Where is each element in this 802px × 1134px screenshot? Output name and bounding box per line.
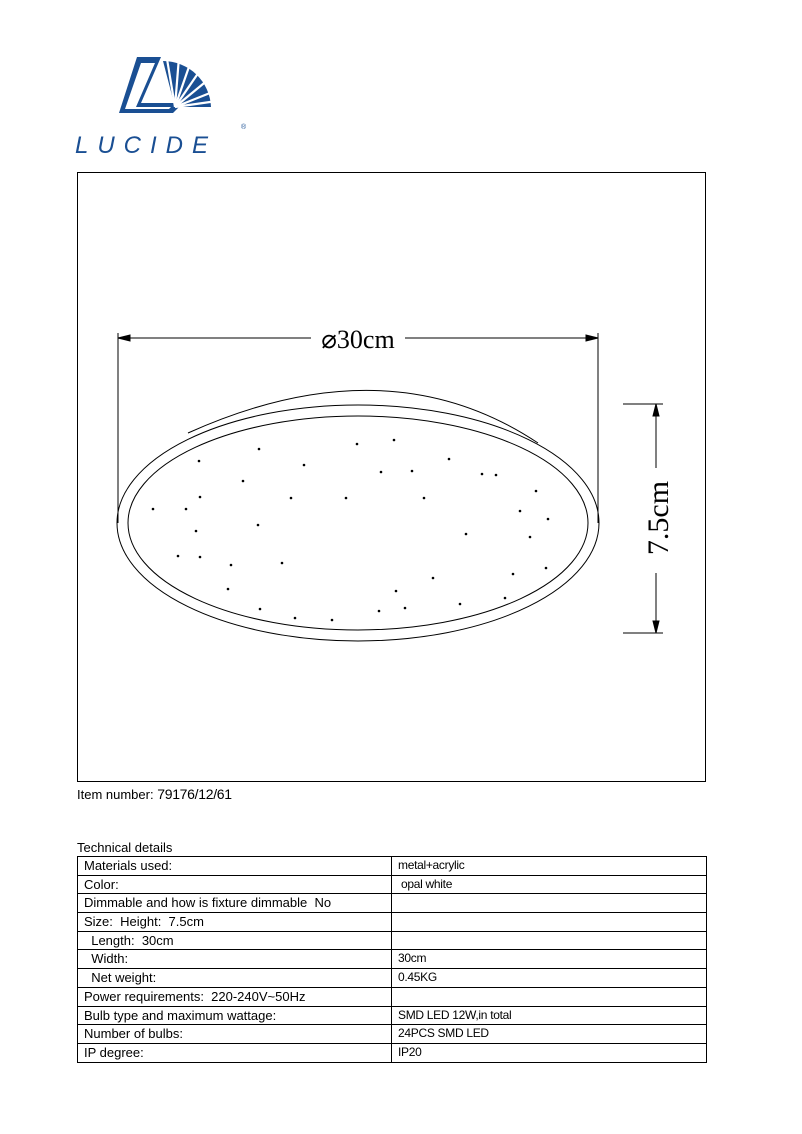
spec-value: 0.45KG xyxy=(392,969,707,988)
brand-wordmark: LUCIDE xyxy=(75,132,218,159)
product-drawing xyxy=(77,172,706,782)
table-row xyxy=(78,875,707,894)
inner-rim xyxy=(128,416,588,630)
led-dot xyxy=(230,564,233,567)
led-dot xyxy=(303,464,306,467)
spec-value: metal+acrylic xyxy=(392,857,707,876)
spec-value xyxy=(392,913,707,932)
led-dot xyxy=(432,577,435,580)
table-row xyxy=(78,913,707,932)
led-dot xyxy=(152,508,155,511)
led-dot xyxy=(259,608,262,611)
item-number xyxy=(77,786,232,802)
table-row xyxy=(78,950,707,969)
led-dot xyxy=(459,603,462,606)
table-row xyxy=(78,969,707,988)
spec-value: 24PCS SMD LED xyxy=(392,1025,707,1044)
spec-value: SMD LED 12W,in total xyxy=(392,1006,707,1025)
led-dot xyxy=(411,470,414,473)
led-dot xyxy=(481,473,484,476)
led-dot xyxy=(257,524,260,527)
led-dot xyxy=(404,607,407,610)
technical-details-title: Technical details xyxy=(77,840,173,855)
spec-label: Number of bulbs: xyxy=(78,1025,392,1044)
led-dot xyxy=(199,556,202,559)
led-dot xyxy=(512,573,515,576)
spec-label: Width: xyxy=(78,950,392,969)
led-dot xyxy=(380,471,383,474)
led-dot xyxy=(378,610,381,613)
led-dot xyxy=(519,510,522,513)
item-number-value: 79176/12/61 xyxy=(157,786,232,802)
spec-value xyxy=(392,987,707,1006)
led-dot xyxy=(495,474,498,477)
led-dot xyxy=(258,448,261,451)
led-dot xyxy=(281,562,284,565)
led-dot xyxy=(448,458,451,461)
spec-value xyxy=(392,931,707,950)
table-row xyxy=(78,1025,707,1044)
led-dot xyxy=(195,530,198,533)
led-dot xyxy=(529,536,532,539)
led-dot xyxy=(185,508,188,511)
spec-value: IP20 xyxy=(392,1043,707,1062)
led-dot xyxy=(423,497,426,500)
led-dot xyxy=(547,518,550,521)
height-label: 7.5cm xyxy=(642,480,675,556)
table-row xyxy=(78,857,707,876)
spec-value: 30cm xyxy=(392,950,707,969)
back-rim xyxy=(188,390,538,443)
led-dot xyxy=(227,588,230,591)
led-dot xyxy=(535,490,538,493)
led-dot xyxy=(331,619,334,622)
spec-label: Net weight: xyxy=(78,969,392,988)
led-dot xyxy=(345,497,348,500)
table-row xyxy=(78,931,707,950)
technical-details-table xyxy=(77,856,707,1063)
led-dot xyxy=(177,555,180,558)
led-dot xyxy=(198,460,201,463)
spec-label: Length: 30cm xyxy=(78,931,392,950)
led-dot xyxy=(545,567,548,570)
table-row xyxy=(78,1043,707,1062)
spec-label: Bulb type and maximum wattage: xyxy=(78,1006,392,1025)
spec-label: Power requirements: 220-240V~50Hz xyxy=(78,987,392,1006)
spec-value xyxy=(392,894,707,913)
spec-value: opal white xyxy=(392,875,707,894)
outer-rim xyxy=(117,405,599,641)
spec-label: IP degree: xyxy=(78,1043,392,1062)
spec-label: Size: Height: 7.5cm xyxy=(78,913,392,932)
led-dot xyxy=(199,496,202,499)
table-row xyxy=(78,894,707,913)
spec-label: Materials used: xyxy=(78,857,392,876)
led-dot xyxy=(393,439,396,442)
led-dot xyxy=(356,443,359,446)
item-number-label: Item number: xyxy=(77,787,154,802)
table-row xyxy=(78,987,707,1006)
led-dot xyxy=(242,480,245,483)
lucide-logo xyxy=(75,55,255,160)
diameter-label: ⌀30cm xyxy=(321,325,395,354)
led-dot xyxy=(465,533,468,536)
table-row xyxy=(78,1006,707,1025)
led-dot xyxy=(294,617,297,620)
spec-label: Dimmable and how is fixture dimmable No xyxy=(78,894,392,913)
led-dot xyxy=(395,590,398,593)
led-dot xyxy=(504,597,507,600)
registered-mark: ® xyxy=(241,124,247,131)
spec-label: Color: xyxy=(78,875,392,894)
led-dot xyxy=(290,497,293,500)
